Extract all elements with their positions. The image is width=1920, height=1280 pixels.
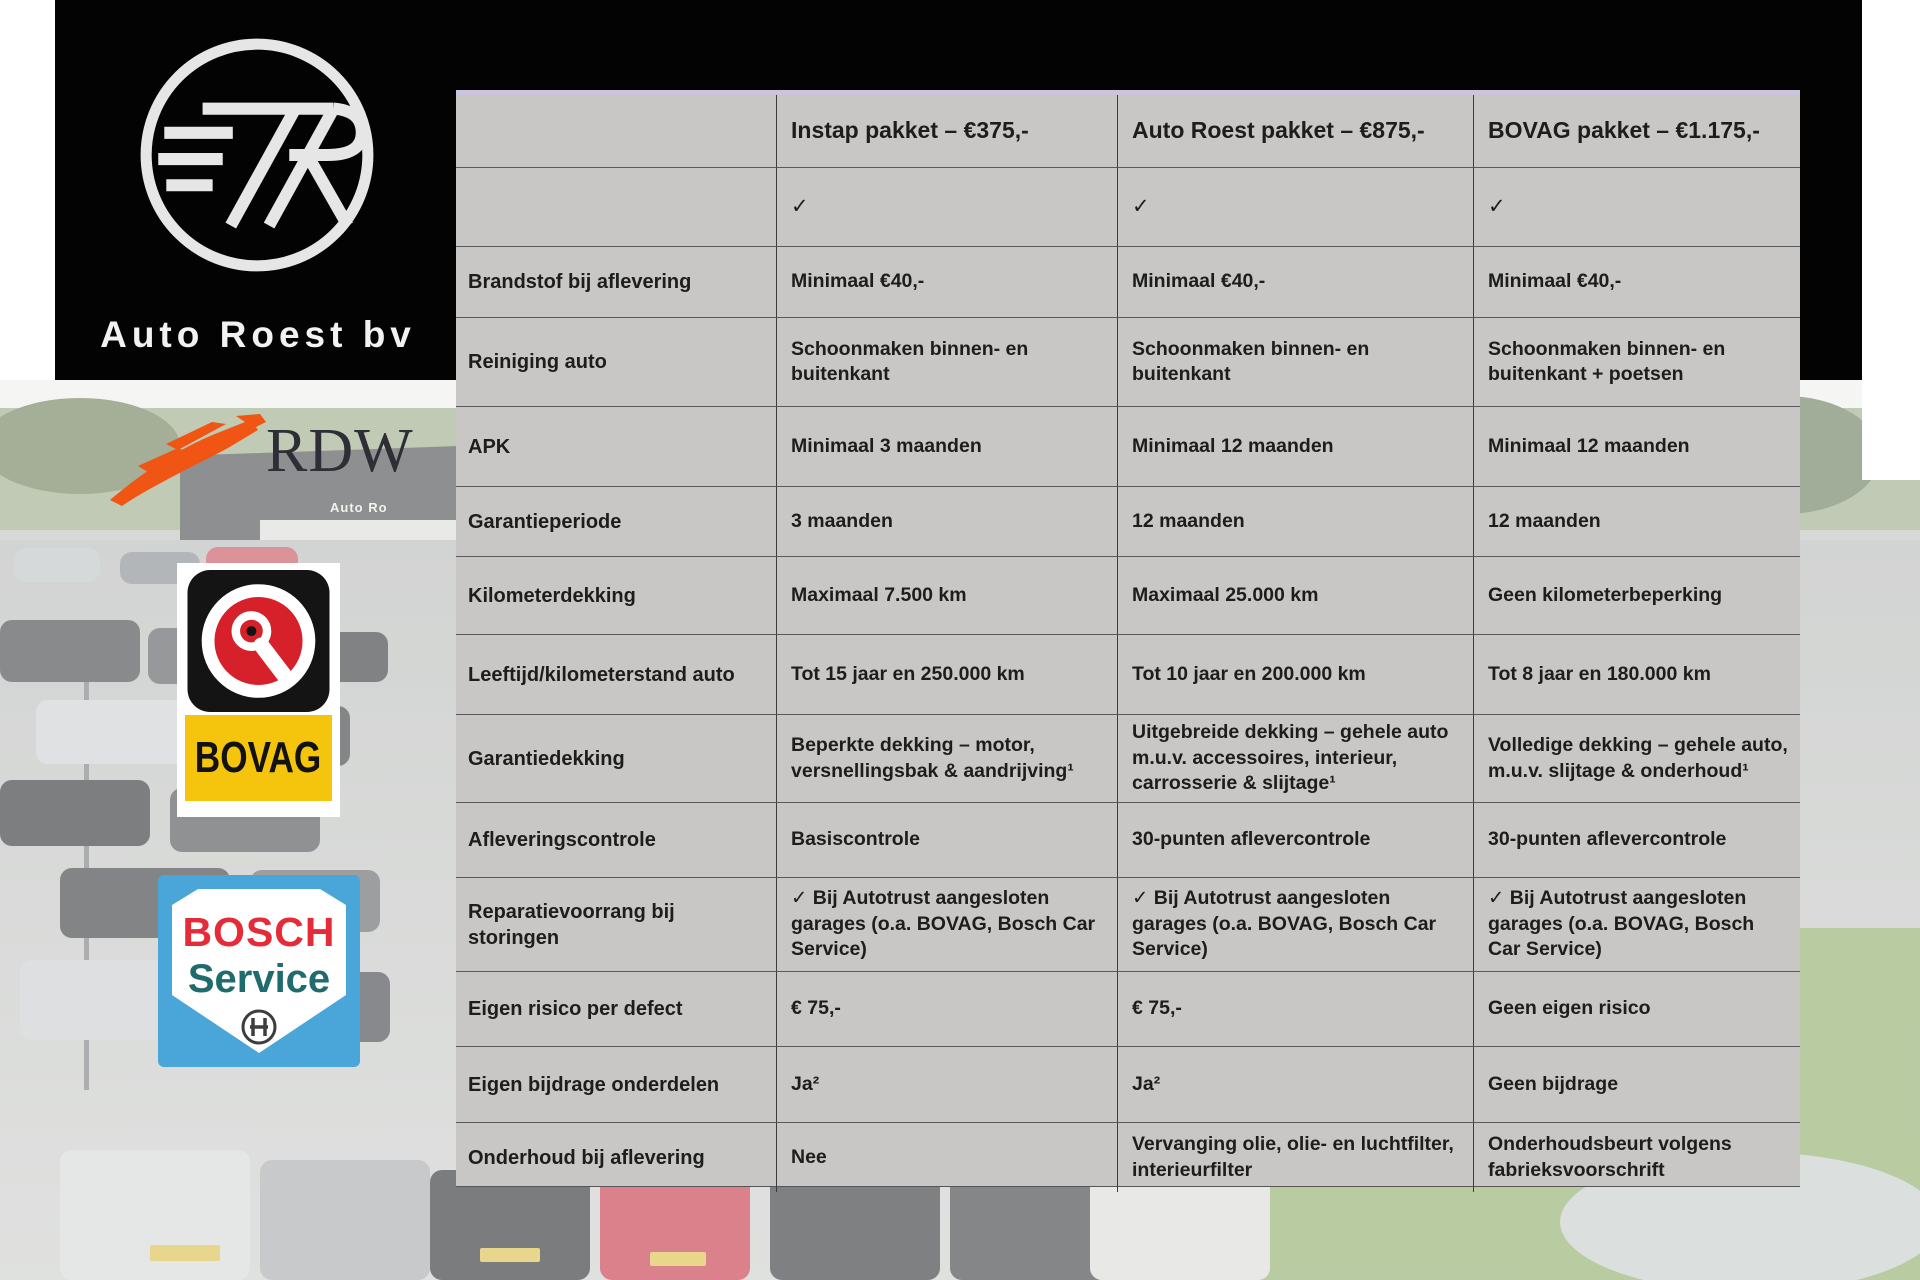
bosch-armature-icon bbox=[237, 1005, 281, 1049]
package-value: 30-punten aflevercontrole bbox=[1474, 803, 1800, 878]
package-value: 12 maanden bbox=[1474, 487, 1800, 557]
package-value: Schoonmaken binnen- en buitenkant + poetsen bbox=[1474, 318, 1800, 407]
package-value: Geen bijdrage bbox=[1474, 1047, 1800, 1123]
row-label: Reiniging auto bbox=[456, 318, 777, 407]
package-value: Ja² bbox=[1118, 1047, 1474, 1123]
package-value: Minimaal 12 maanden bbox=[1118, 407, 1474, 487]
bosch-service-wordmark: Service bbox=[187, 957, 331, 1001]
row-label: Eigen risico per defect bbox=[456, 972, 777, 1047]
package-value: Onderhoudsbeurt volgens fabrieksvoorschrift bbox=[1488, 1133, 1732, 1181]
bosch-service-logo bbox=[158, 875, 360, 1067]
row-label: Garantieperiode bbox=[456, 487, 777, 557]
bovag-wordmark: BOVAG bbox=[195, 733, 322, 782]
package-value: Uitgebreide dekking – gehele auto m.u.v. accessoires, interieur, carrosserie & slijtage¹ bbox=[1118, 715, 1474, 803]
row-label: Kilometerdekking bbox=[456, 557, 777, 635]
package-value: Schoonmaken binnen- en buitenkant bbox=[777, 318, 1118, 407]
rdw-wordmark: RDW bbox=[266, 417, 414, 485]
package-value: € 75,- bbox=[1118, 972, 1474, 1047]
package-value: Geen eigen risico bbox=[1474, 972, 1800, 1047]
package-value: Minimaal €40,- bbox=[777, 247, 1118, 318]
package-value: ✓ Bij Autotrust aangesloten garages (o.a. BOVAG, Bosch Car Service) bbox=[777, 878, 1118, 972]
package-value: Ja² bbox=[777, 1047, 1118, 1123]
row-label: Afleveringscontrole bbox=[456, 803, 777, 878]
left-margin bbox=[0, 0, 55, 380]
included-check: ✓ bbox=[1474, 168, 1800, 247]
package-value: Tot 10 jaar en 200.000 km bbox=[1118, 635, 1474, 715]
package-value: Nee bbox=[777, 1123, 1118, 1192]
package-value: Minimaal 3 maanden bbox=[777, 407, 1118, 487]
row-label bbox=[456, 168, 777, 247]
package-value: Schoonmaken binnen- en buitenkant bbox=[1118, 318, 1474, 407]
included-check: ✓ bbox=[1118, 168, 1474, 247]
package-value: Tot 15 jaar en 250.000 km bbox=[777, 635, 1118, 715]
right-margin bbox=[1862, 0, 1920, 480]
column-header: Instap pakket – €375,- bbox=[777, 95, 1118, 168]
package-value: Tot 8 jaar en 180.000 km bbox=[1474, 635, 1800, 715]
package-value: 3 maanden bbox=[777, 487, 1118, 557]
row-label: Onderhoud bij aflevering bbox=[456, 1123, 777, 1192]
rdw-logo bbox=[108, 408, 414, 518]
row-label: Reparatievoorrang bij storingen bbox=[456, 878, 777, 972]
included-check: ✓ bbox=[777, 168, 1118, 247]
row-label: Garantiedekking bbox=[456, 715, 777, 803]
bovag-band bbox=[185, 715, 332, 801]
package-value: Maximaal 25.000 km bbox=[1118, 557, 1474, 635]
row-label: Brandstof bij aflevering bbox=[456, 247, 777, 318]
package-value: Geen kilometerbeperking bbox=[1474, 557, 1800, 635]
dealer-name: Auto Roest bv bbox=[100, 314, 416, 355]
package-value: Basiscontrole bbox=[777, 803, 1118, 878]
package-comparison-table bbox=[456, 90, 1800, 1187]
row-label: Eigen bijdrage onderdelen bbox=[456, 1047, 777, 1123]
package-value: € 75,- bbox=[777, 972, 1118, 1047]
row-label: Leeftijd/kilometerstand auto bbox=[456, 635, 777, 715]
corner-cell bbox=[456, 95, 777, 168]
bosch-wordmark: BOSCH bbox=[182, 909, 336, 955]
package-value: Beperkte dekking – motor, versnellingsbak & aandrijving¹ bbox=[777, 715, 1118, 803]
photo-building-sign: Auto Ro bbox=[330, 500, 388, 515]
package-value: ✓ Bij Autotrust aangesloten garages (o.a. BOVAG, Bosch Car Service) bbox=[1474, 878, 1800, 972]
rdw-eagle-icon bbox=[108, 414, 268, 510]
row-label: APK bbox=[456, 407, 777, 487]
bovag-emblem-icon bbox=[185, 570, 332, 712]
column-header: Auto Roest pakket – €875,- bbox=[1118, 95, 1474, 168]
package-value: ✓ Bij Autotrust aangesloten garages (o.a. BOVAG, Bosch Car Service) bbox=[1118, 878, 1474, 972]
column-header: BOVAG pakket – €1.175,- bbox=[1474, 95, 1800, 168]
auto-roest-logo-icon bbox=[128, 26, 386, 284]
package-value: Minimaal €40,- bbox=[1118, 247, 1474, 318]
package-value: Minimaal €40,- bbox=[1474, 247, 1800, 318]
package-value: Vervanging olie, olie- en luchtfilter, interieurfilter bbox=[1118, 1123, 1474, 1192]
bovag-logo bbox=[177, 563, 340, 817]
package-value: Minimaal 12 maanden bbox=[1474, 407, 1800, 487]
package-value: 30-punten aflevercontrole bbox=[1118, 803, 1474, 878]
package-value: Maximaal 7.500 km bbox=[777, 557, 1118, 635]
package-value: 12 maanden bbox=[1118, 487, 1474, 557]
package-value: Volledige dekking – gehele auto, m.u.v. slijtage & onderhoud¹ bbox=[1474, 715, 1800, 803]
